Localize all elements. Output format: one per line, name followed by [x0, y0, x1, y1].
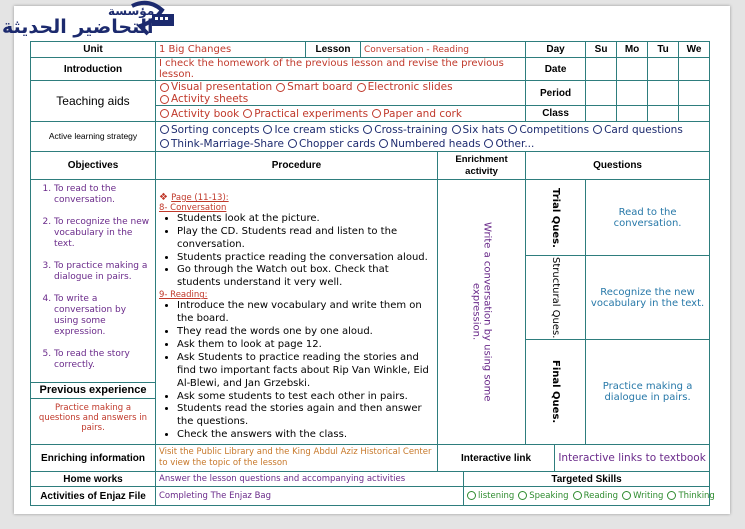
aids-row-2 [156, 106, 526, 122]
aid-electronic-slides[interactable]: Electronic slides [357, 81, 453, 93]
strategy-option[interactable]: Chopper cards [288, 137, 375, 151]
aid-paper-cork[interactable]: Paper and cork [372, 108, 462, 120]
skill-speaking[interactable]: Speaking [518, 491, 568, 501]
section-conversation: 8- Conversation [159, 202, 227, 213]
objective-item: 1. To read to the conversation. [54, 184, 152, 206]
date-label: Date [526, 58, 586, 81]
aid-activity-sheets[interactable]: Activity sheets [160, 93, 248, 105]
date-mo [617, 58, 648, 81]
strategy-option[interactable]: Ice cream sticks [263, 123, 359, 137]
objectives-cell [31, 180, 156, 383]
enjaz-text: Completing The Enjaz Bag [156, 487, 464, 506]
logo-line-1: مؤسسة [108, 4, 155, 18]
aid-activity-book[interactable]: Activity book [160, 108, 239, 120]
list-item: • Ask them to look at page 12. [177, 339, 434, 352]
objectives-header: Objectives [31, 152, 156, 180]
radio-icon [372, 109, 381, 118]
radio-icon [357, 83, 366, 92]
day-su: Su [586, 42, 617, 58]
radio-icon [276, 83, 285, 92]
skill-thinking[interactable]: Thinking [667, 491, 714, 501]
strategy-option[interactable]: Card questions [593, 123, 683, 137]
enjaz-label: Activities of Enjaz File [31, 487, 156, 506]
day-tu: Tu [648, 42, 679, 58]
radio-icon [667, 491, 676, 500]
list-item: • Go through the Watch out box. Check that students understand it very well. [177, 264, 434, 290]
targeted-skills-label: Targeted Skills [464, 472, 710, 487]
strategy-option[interactable]: Competitions [508, 123, 589, 137]
unit-label: Unit [31, 42, 156, 58]
list-item: • Check the answers with the class. [177, 429, 434, 442]
interactive-links-textbook[interactable]: Interactive links to textbook [555, 445, 710, 472]
radio-icon [484, 139, 493, 148]
final-question-text: Practice making a dialogue in pairs. [586, 340, 710, 445]
skills-list [464, 487, 715, 506]
radio-icon [263, 125, 272, 134]
objectives-list [34, 184, 152, 371]
previous-experience-text: Practice making a questions and answers in pairs. [38, 403, 148, 433]
logo-line-2: التحاضير الحديثة [2, 16, 154, 38]
strategy-option[interactable]: Numbered heads [379, 137, 480, 151]
radio-icon [160, 125, 169, 134]
radio-icon [363, 125, 372, 134]
class-label: Class [526, 106, 586, 122]
list-item: • Play the CD. Students read and listen to the conversation. [177, 226, 434, 252]
structural-question-text: Recognize the new vocabulary in the text. [586, 256, 710, 340]
list-item: • Introduce the new vocabulary and write them on the board. [177, 300, 434, 326]
skill-writing[interactable]: Writing [622, 491, 663, 501]
introduction-label: Introduction [31, 58, 156, 81]
aids-row-1 [156, 81, 526, 106]
radio-icon [160, 83, 169, 92]
day-mo: Mo [617, 42, 648, 58]
radio-icon [573, 491, 582, 500]
previous-experience-label: Previous experience [31, 383, 155, 399]
objective-item: 2. To recognize the new vocabulary in the text. [54, 217, 152, 250]
list-item: • Ask some students to test each other in pairs. [177, 391, 434, 404]
radio-icon [452, 125, 461, 134]
final-question-label-cell [526, 340, 586, 445]
reading-steps [159, 300, 434, 442]
enrichment-cell [438, 180, 526, 445]
radio-icon [508, 125, 517, 134]
strategy-option[interactable]: Six hats [452, 123, 505, 137]
strategy-option[interactable]: Other... [484, 137, 534, 151]
trial-question-label-cell [526, 180, 586, 256]
questions-header: Questions [526, 152, 710, 180]
unit-value: 1 Big Changes [156, 42, 306, 58]
previous-experience-cell [31, 383, 156, 445]
aid-practical-experiments[interactable]: Practical experiments [243, 108, 368, 120]
list-item: • They read the words one by one aloud. [177, 326, 434, 339]
skill-listening[interactable]: listening [467, 491, 514, 501]
diamond-bullet-icon: ❖ [159, 191, 168, 203]
list-item: • Students read the stories again and then answer the questions. [177, 403, 434, 429]
logo [0, 0, 180, 44]
skill-reading[interactable]: Reading [573, 491, 619, 501]
radio-icon [243, 109, 252, 118]
introduction-value: I check the homework of the previous lesson and revise the previous lesson. [156, 58, 526, 81]
objective-item: 3. To practice making a dialogue in pairs. [54, 261, 152, 283]
radio-icon [622, 491, 631, 500]
day-we: We [679, 42, 710, 58]
strategy-option[interactable]: Sorting concepts [160, 123, 259, 137]
final-question-label: Final Ques. [550, 360, 562, 424]
strategy-option[interactable]: Cross-training [363, 123, 447, 137]
page-reference: Page (11-13): [171, 192, 229, 203]
home-works-label: Home works [31, 472, 156, 487]
enrichment-header: Enrichment activity [438, 152, 526, 180]
period-label: Period [526, 81, 586, 106]
lesson-label: Lesson [306, 42, 361, 58]
list-item: • Students look at the picture. [177, 213, 434, 226]
radio-icon [160, 109, 169, 118]
strategy-option[interactable]: Think-Marriage-Share [160, 137, 284, 151]
strategies-list [156, 122, 710, 152]
enrichment-text: Write a conversation by using some expression. [470, 222, 493, 402]
day-label: Day [526, 42, 586, 58]
section-reading: 9- Reading: [159, 290, 208, 301]
radio-icon [160, 139, 169, 148]
aid-smart-board[interactable]: Smart board [276, 81, 352, 93]
objective-item: 5. To read the story correctly. [54, 349, 152, 371]
aid-visual-presentation[interactable]: Visual presentation [160, 81, 272, 93]
trial-question-label: Trial Ques. [550, 187, 562, 248]
radio-icon [379, 139, 388, 148]
conversation-steps [159, 213, 434, 290]
radio-icon [160, 95, 169, 104]
list-item: • Students practice reading the conversation aloud. [177, 252, 434, 265]
teaching-aids-label: Teaching aids [31, 81, 156, 122]
list-item: • Ask Students to practice reading the stories and find two important facts about Rip Van Winkle, Eid Al-Blewi, and Jan Grzebski. [177, 352, 434, 391]
date-tu [648, 58, 679, 81]
structural-question-label: Structural Ques. [550, 256, 562, 339]
enriching-info-text: Visit the Public Library and the King Abdul Aziz Historical Center to view the topic of the lesson [156, 445, 438, 472]
objective-item: 4. To write a conversation by using some expression. [54, 294, 152, 338]
enriching-info-label: Enriching information [31, 445, 156, 472]
lesson-value: Conversation - Reading [361, 42, 526, 58]
radio-icon [518, 491, 527, 500]
home-works-text: Answer the lesson questions and accompanying activities [156, 472, 464, 487]
structural-question-label-cell [526, 256, 586, 340]
radio-icon [288, 139, 297, 148]
procedure-cell [156, 180, 438, 445]
date-we [679, 58, 710, 81]
procedure-header: Procedure [156, 152, 438, 180]
radio-icon [467, 491, 476, 500]
trial-question-text: Read to the conversation. [586, 180, 710, 256]
radio-icon [593, 125, 602, 134]
interactive-link-label: Interactive link [438, 445, 555, 472]
date-su [586, 58, 617, 81]
strategy-label: Active learning strategy [31, 122, 156, 152]
lesson-plan-table [30, 41, 715, 506]
